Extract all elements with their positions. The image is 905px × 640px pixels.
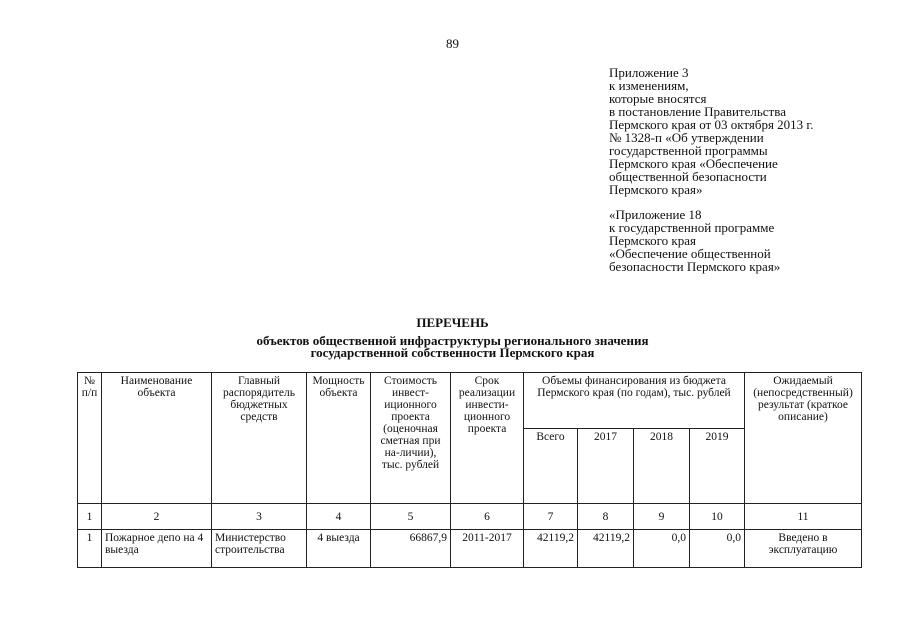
appendix-line: Приложение 3 bbox=[609, 65, 689, 80]
column-number: 9 bbox=[634, 504, 690, 530]
cell-total: 42119,2 bbox=[524, 530, 578, 568]
appendix-program-block bbox=[609, 208, 780, 273]
appendix-line: Пермского края» bbox=[609, 182, 703, 197]
column-number: 7 bbox=[524, 504, 578, 530]
document-subtitle-line-2: государственной собственности Пермского края bbox=[310, 345, 595, 360]
column-number: 1 bbox=[78, 504, 102, 530]
appendix-line: государственной программы bbox=[609, 143, 768, 158]
column-number: 3 bbox=[212, 504, 307, 530]
cell-2019: 0,0 bbox=[690, 530, 745, 568]
header-total: Всего bbox=[524, 429, 578, 504]
appendix-line: которые вносятся bbox=[609, 91, 707, 106]
header-name: Наименование объекта bbox=[102, 373, 212, 504]
table-row bbox=[78, 530, 862, 568]
appendix-line: Пермского края «Обеспечение bbox=[609, 156, 778, 171]
page-number: 89 bbox=[446, 36, 459, 51]
cell-cost: 66867,9 bbox=[371, 530, 451, 568]
appendix-line: Пермского края bbox=[609, 233, 696, 248]
appendix-line: Пермского края от 03 октября 2013 г. bbox=[609, 117, 814, 132]
appendix-change-block bbox=[609, 66, 814, 196]
header-year-2019: 2019 bbox=[690, 429, 745, 504]
cell-name: Пожарное депо на 4 выезда bbox=[102, 530, 212, 568]
header-num: № п/п bbox=[78, 373, 102, 504]
appendix-line: общественной безопасности bbox=[609, 169, 767, 184]
cell-term: 2011-2017 bbox=[451, 530, 524, 568]
cell-admin: Министерство строительства bbox=[212, 530, 307, 568]
column-number: 6 bbox=[451, 504, 524, 530]
header-capacity: Мощность объекта bbox=[307, 373, 371, 504]
column-number: 11 bbox=[745, 504, 862, 530]
header-year-2017: 2017 bbox=[578, 429, 634, 504]
document-title: ПЕРЕЧЕНЬ bbox=[416, 315, 489, 330]
document-subtitle-line-1: объектов общественной инфраструктуры регионального значения bbox=[256, 333, 649, 348]
appendix-line: № 1328-п «Об утверждении bbox=[609, 130, 764, 145]
column-number: 10 bbox=[690, 504, 745, 530]
appendix-line: к изменениям, bbox=[609, 78, 689, 93]
cell-capacity: 4 выезда bbox=[307, 530, 371, 568]
column-number: 8 bbox=[578, 504, 634, 530]
cell-2018: 0,0 bbox=[634, 530, 690, 568]
column-number: 5 bbox=[371, 504, 451, 530]
infrastructure-objects-table bbox=[77, 372, 862, 568]
appendix-line: в постановление Правительства bbox=[609, 104, 786, 119]
header-cost: Стоимость инвест-иционного проекта (оценочная сметная при на-личии), тыс. рублей bbox=[371, 373, 451, 504]
column-number: 4 bbox=[307, 504, 371, 530]
cell-result: Введено в эксплуатацию bbox=[745, 530, 862, 568]
header-result: Ожидаемый (непосредственный) результат (краткое описание) bbox=[745, 373, 862, 504]
column-number: 2 bbox=[102, 504, 212, 530]
header-year-2018: 2018 bbox=[634, 429, 690, 504]
appendix-line: «Приложение 18 bbox=[609, 207, 702, 222]
header-admin: Главный распорядитель бюджетных средств bbox=[212, 373, 307, 504]
cell-num: 1 bbox=[78, 530, 102, 568]
appendix-line: безопасности Пермского края» bbox=[609, 259, 781, 274]
column-number-row bbox=[78, 504, 862, 530]
appendix-line: к государственной программе bbox=[609, 220, 775, 235]
header-funding: Объемы финансирования из бюджета Пермского края (по годам), тыс. рублей bbox=[524, 373, 745, 429]
appendix-line: «Обеспечение общественной bbox=[609, 246, 771, 261]
cell-2017: 42119,2 bbox=[578, 530, 634, 568]
header-term: Срок реализации инвести-ционного проекта bbox=[451, 373, 524, 504]
